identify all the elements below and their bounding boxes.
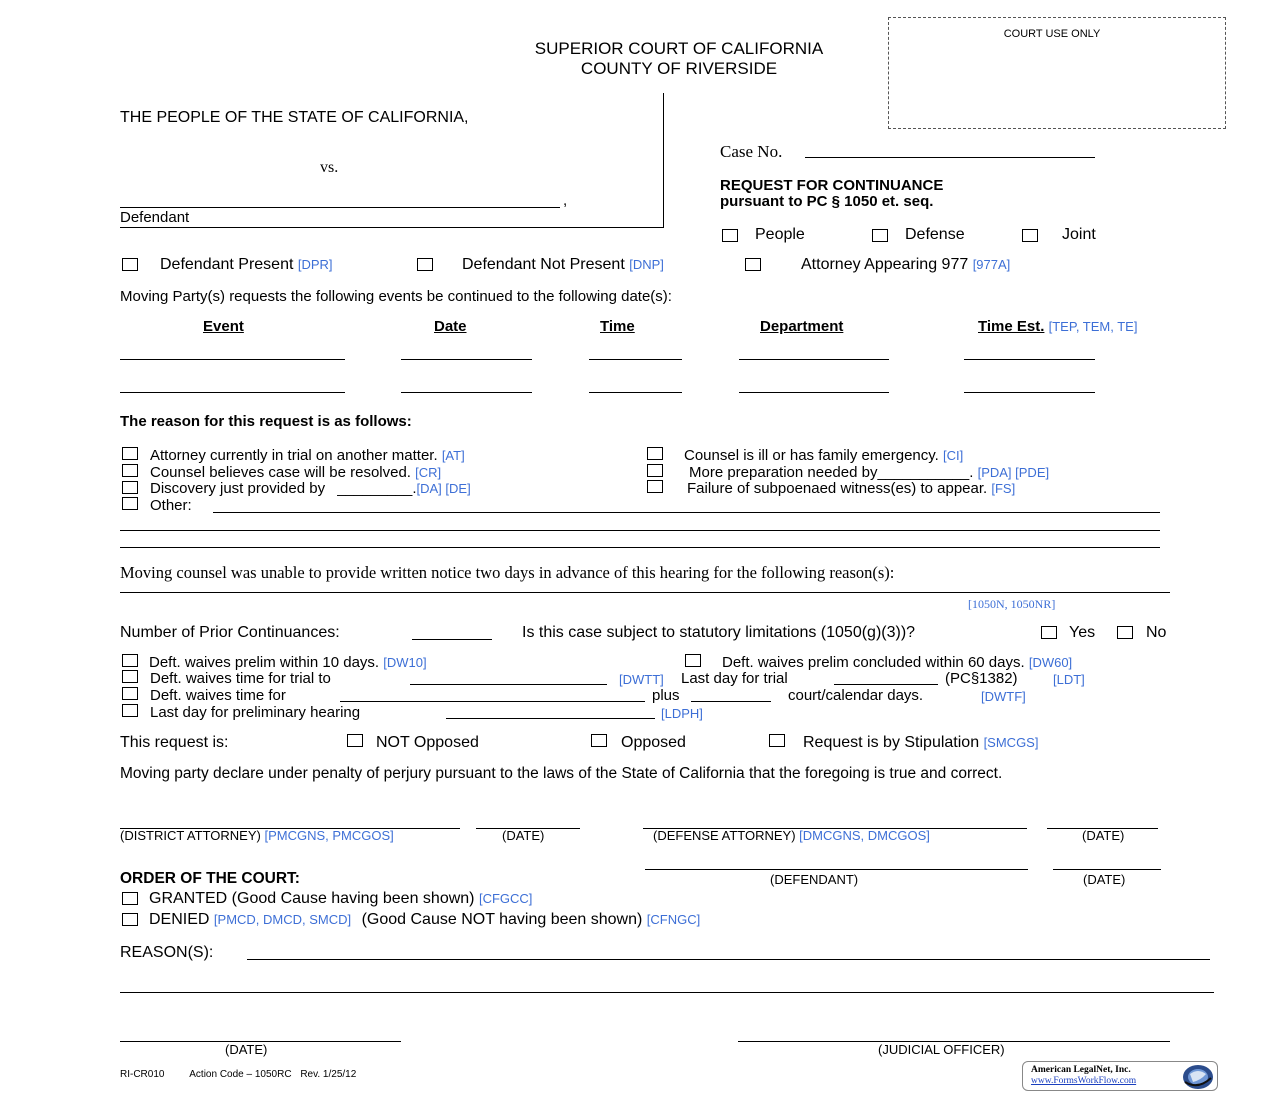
defendant-not-present-checkbox[interactable]: [417, 258, 433, 271]
waive-time-label: Deft. waives time for: [150, 687, 286, 704]
request-is-label: This request is:: [120, 734, 229, 751]
denied-text: (Good Cause NOT having been shown): [361, 911, 643, 928]
time-est-header: Time Est.: [978, 318, 1045, 335]
vs-label: vs.: [320, 159, 339, 176]
action-code: Action Code – 1050RC: [189, 1069, 292, 1080]
waive-trial-label: Deft. waives time for trial to: [150, 670, 331, 687]
reason-other-label: Other:: [150, 497, 192, 514]
defendant-name-line[interactable]: [120, 207, 560, 208]
granted-checkbox[interactable]: [122, 892, 138, 905]
granted-label: GRANTED (Good Cause having been shown): [149, 890, 475, 907]
order-reason-line-2[interactable]: [120, 992, 1214, 993]
last-day-trial-code: [LDT]: [1053, 672, 1085, 687]
case-no-field[interactable]: [805, 157, 1095, 158]
waive-60-checkbox[interactable]: [685, 654, 701, 667]
denied-checkbox[interactable]: [122, 913, 138, 926]
stipulation-checkbox[interactable]: [769, 734, 785, 747]
last-day-trial-field[interactable]: [834, 684, 938, 685]
revision: Rev. 1/25/12: [300, 1069, 357, 1080]
waive-10-label: Deft. waives prelim within 10 days.: [149, 654, 380, 671]
people-checkbox[interactable]: [722, 229, 738, 242]
waive-10-code: [DW10]: [383, 655, 427, 670]
defendant-date-label: (DATE): [1083, 872, 1126, 887]
statutory-no-checkbox[interactable]: [1117, 626, 1133, 639]
form-number: RI-CR010: [120, 1069, 165, 1080]
reason-discovery-label: Discovery just provided by: [150, 480, 326, 497]
reason-witness-code: [FS]: [991, 481, 1016, 496]
defendant-signature-line[interactable]: [645, 869, 1028, 870]
waive-60-code: [DW60]: [1028, 655, 1073, 670]
statutory-yes-label: Yes: [1069, 624, 1096, 641]
reason-other-checkbox[interactable]: [122, 497, 138, 510]
prelim-label: Last day for preliminary hearing: [150, 704, 361, 721]
date-field-1[interactable]: [401, 359, 532, 360]
reason-prep-code: [PDA] [PDE]: [977, 465, 1050, 480]
reason-heading: The reason for this request is as follows:: [120, 413, 412, 430]
american-legalnet-logo[interactable]: [1022, 1061, 1218, 1091]
prelim-checkbox[interactable]: [122, 704, 138, 717]
order-reason-field[interactable]: [247, 959, 1210, 960]
plus-label: plus: [652, 687, 680, 704]
defense-date-label: (DATE): [1082, 828, 1125, 843]
notice-text: Moving counsel was unable to provide written notice two days in advance of this hearing for the following reason(s):: [120, 563, 895, 582]
da-label: (DISTRICT ATTORNEY): [120, 828, 261, 843]
not-opposed-checkbox[interactable]: [347, 734, 363, 747]
reason-other-field[interactable]: [213, 512, 1160, 513]
time-field-1[interactable]: [589, 359, 682, 360]
pc1382-label: (PC§1382): [945, 670, 1018, 687]
date-field-2[interactable]: [401, 392, 532, 393]
comma: ,: [563, 192, 568, 209]
stipulation-code: [SMCGS]: [983, 735, 1039, 750]
order-date-label: (DATE): [225, 1042, 268, 1057]
reason-other-line-2[interactable]: [120, 530, 1160, 531]
defendant-not-present-code: [DNP]: [629, 257, 664, 272]
order-heading: ORDER OF THE COURT:: [120, 870, 300, 887]
denied-code: [PMCD, DMCD, SMCD]: [213, 912, 352, 927]
time-field-2[interactable]: [589, 392, 682, 393]
last-day-trial-label: Last day for trial: [681, 670, 788, 687]
defendant-present-label: Defendant Present: [160, 256, 294, 273]
caption-divider: [663, 93, 664, 228]
reason-discovery-checkbox[interactable]: [122, 481, 138, 494]
people-label: People: [755, 226, 805, 243]
defendant-label: Defendant: [120, 209, 190, 226]
waive-trial-code: [DWTT]: [619, 672, 664, 687]
waive-10-checkbox[interactable]: [122, 654, 138, 667]
defendant-sig-label: (DEFENDANT): [770, 872, 859, 887]
waive-time-checkbox[interactable]: [122, 687, 138, 700]
statutory-question: Is this case subject to statutory limitations (1050(g)(3))?: [522, 624, 916, 641]
defense-attorney-code: [DMCGNS, DMCGOS]: [799, 828, 930, 843]
reason-trial-label: Attorney currently in trial on another matter.: [150, 447, 438, 464]
opposed-label: Opposed: [621, 734, 686, 751]
reason-resolved-checkbox[interactable]: [122, 464, 138, 477]
event-header: Event: [203, 318, 244, 335]
joint-checkbox[interactable]: [1022, 229, 1038, 242]
waive-trial-field[interactable]: [410, 684, 607, 685]
attorney-977-label: Attorney Appearing 977: [801, 256, 969, 273]
defense-attorney-label: (DEFENSE ATTORNEY): [653, 828, 796, 843]
form-title: REQUEST FOR CONTINUANCE: [720, 177, 944, 194]
logo-url: www.FormsWorkFlow.com: [1031, 1076, 1137, 1086]
logo-company: American LegalNet, Inc.: [1031, 1065, 1131, 1075]
reason-other-line-3[interactable]: [120, 547, 1160, 548]
department-header: Department: [760, 318, 844, 335]
court-days-label: court/calendar days.: [788, 687, 924, 704]
court-name: SUPERIOR COURT OF CALIFORNIA: [534, 39, 824, 58]
granted-code: [CFGCC]: [478, 891, 533, 906]
stipulation-label: Request is by Stipulation: [803, 734, 980, 751]
reasons-label: REASON(S):: [120, 944, 214, 961]
notice-reason-field[interactable]: [120, 592, 1170, 593]
defense-checkbox[interactable]: [872, 229, 888, 242]
plus-days-field[interactable]: [691, 701, 771, 702]
prelim-field[interactable]: [446, 718, 655, 719]
case-no-label: Case No.: [720, 142, 783, 161]
opposed-checkbox[interactable]: [591, 734, 607, 747]
reason-prep-field[interactable]: ___________.: [877, 464, 974, 481]
joint-label: Joint: [1062, 226, 1096, 243]
reason-resolved-code: [CR]: [415, 465, 442, 480]
da-date-label: (DATE): [502, 828, 545, 843]
reason-ill-code: [CI]: [943, 448, 964, 463]
time-header: Time: [600, 318, 635, 335]
reason-trial-code: [AT]: [441, 448, 465, 463]
moving-request-text: Moving Party(s) requests the following events be continued to the following date(s):: [120, 288, 672, 305]
prior-continuances-label: Number of Prior Continuances:: [120, 624, 340, 641]
waive-time-code: [DWTF]: [981, 689, 1026, 704]
statutory-no-label: No: [1146, 624, 1167, 641]
reason-trial-checkbox[interactable]: [122, 447, 138, 460]
time-est-field-2[interactable]: [964, 392, 1095, 393]
defendant-present-checkbox[interactable]: [122, 258, 138, 271]
waive-60-label: Deft. waives prelim concluded within 60 days.: [722, 654, 1025, 671]
waive-time-field[interactable]: [340, 701, 645, 702]
department-field-1[interactable]: [739, 359, 889, 360]
defense-label: Defense: [905, 226, 965, 243]
time-est-field-1[interactable]: [964, 359, 1095, 360]
reason-discovery-field[interactable]: _________.: [337, 480, 417, 497]
da-code: [PMCGNS, PMCGOS]: [264, 828, 394, 843]
denied-label: DENIED: [149, 911, 210, 928]
waive-trial-checkbox[interactable]: [122, 670, 138, 683]
defendant-present-code: [DPR]: [297, 257, 333, 272]
reason-prep-label: More preparation needed by: [689, 464, 878, 481]
reason-discovery-code: [DA] [DE]: [416, 481, 471, 496]
form-subtitle: pursuant to PC § 1050 et. seq.: [720, 193, 934, 210]
reason-witness-checkbox[interactable]: [647, 480, 663, 493]
notice-code: [1050N, 1050NR]: [968, 597, 1056, 611]
declaration-text: Moving party declare under penalty of perjury pursuant to the laws of the State of California that the foregoing is true and correct.: [120, 765, 1003, 782]
county-name: COUNTY OF RIVERSIDE: [580, 59, 778, 78]
caption-bottom-rule: [120, 227, 664, 228]
people-caption: THE PEOPLE OF THE STATE OF CALIFORNIA,: [120, 109, 469, 126]
statutory-yes-checkbox[interactable]: [1041, 626, 1057, 639]
reason-ill-checkbox[interactable]: [647, 447, 663, 460]
event-field-1[interactable]: [120, 359, 345, 360]
not-opposed-label: NOT Opposed: [376, 734, 479, 751]
event-field-2[interactable]: [120, 392, 345, 393]
reason-resolved-label: Counsel believes case will be resolved.: [150, 464, 411, 481]
defendant-not-present-label: Defendant Not Present: [462, 256, 625, 273]
globe-icon: [1181, 1064, 1215, 1090]
judicial-officer-label: (JUDICIAL OFFICER): [878, 1042, 1005, 1057]
reason-witness-label: Failure of subpoenaed witness(es) to appear.: [687, 480, 988, 497]
date-header: Date: [434, 318, 467, 335]
prelim-code: [LDPH]: [661, 706, 703, 721]
attorney-977-checkbox[interactable]: [745, 258, 761, 271]
court-use-box: [888, 17, 1226, 129]
time-est-code: [TEP, TEM, TE]: [1048, 319, 1138, 334]
reason-prep-checkbox[interactable]: [647, 464, 663, 477]
defendant-date-line[interactable]: [1053, 869, 1161, 870]
denied-code-2: [CFNGC]: [646, 912, 701, 927]
department-field-2[interactable]: [739, 392, 889, 393]
reason-ill-label: Counsel is ill or has family emergency.: [684, 447, 939, 464]
prior-continuances-field[interactable]: [412, 639, 492, 640]
court-use-label: COURT USE ONLY: [1003, 28, 1101, 40]
attorney-977-code: [977A]: [972, 257, 1011, 272]
